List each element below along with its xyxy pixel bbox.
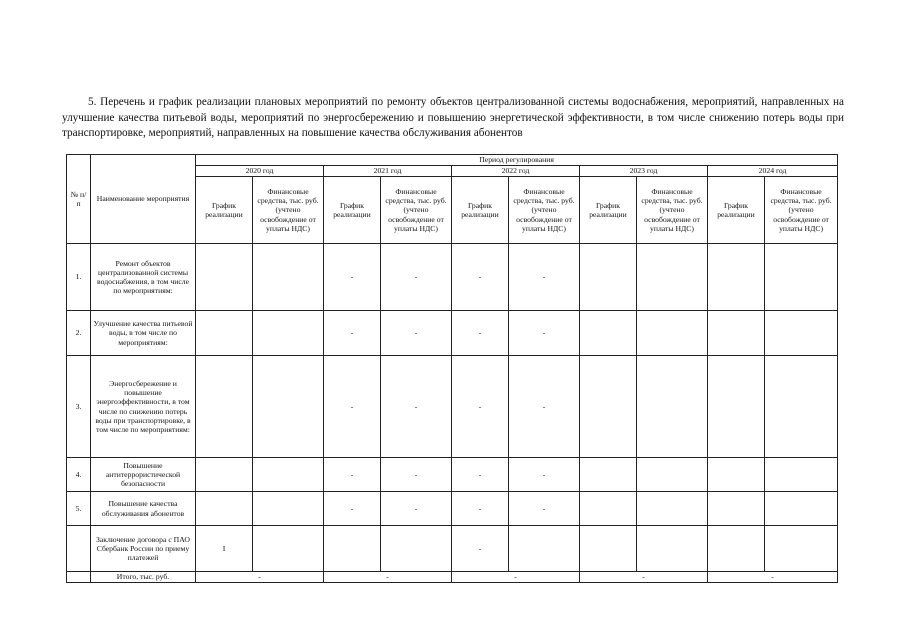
cell-finance-2024 [765,492,838,526]
cell-finance-2021: - [381,244,452,311]
cell-finance-2020 [253,526,324,572]
cell-schedule-2024 [708,492,765,526]
table-row [67,311,838,356]
cell-finance-2023 [637,458,708,492]
header-finance: Финансовые средства, тыс. руб. (учтено освобождение от уплаты НДС) [637,177,708,244]
cell-schedule-2024 [708,458,765,492]
cell-finance-2024 [765,458,838,492]
cell-schedule-2020 [196,458,253,492]
table-row [67,244,838,311]
cell-finance-2024 [765,244,838,311]
heading-text: Перечень и график реализации плановых мероприятий по ремонту объектов централизованной системы водоснабжения, мероприятий, направленных на улучшение качества питьевой воды, мероприятий по энергосбережению и повышению энергетической эффективности, в том числе снижению потерь воды при транспортировке, мероприятий, направленных на повышение качества обслуживания абонентов [62,96,844,140]
header-finance: Финансовые средства, тыс. руб. (учтено освобождение от уплаты НДС) [253,177,324,244]
header-finance: Финансовые средства, тыс. руб. (учтено освобождение от уплаты НДС) [765,177,838,244]
total-row [67,572,838,583]
row-activity-name: Ремонт объектов централизованной системы водоснабжения, в том числе по мероприятиям: [91,244,196,311]
cell-schedule-2023 [580,458,637,492]
total-2021: - [324,572,452,583]
cell-schedule-2022: - [452,311,509,356]
cell-schedule-2023 [580,526,637,572]
header-row-period [67,155,838,166]
cell-schedule-2021: - [324,356,381,458]
total-number [67,572,91,583]
header-year-2021: 2021 год [324,166,452,177]
row-number: 2. [67,311,91,356]
table-row [67,458,838,492]
cell-finance-2023 [637,311,708,356]
row-number: 4. [67,458,91,492]
total-2020: - [196,572,324,583]
row-activity-name: Повышение качества обслуживания абонентов [91,492,196,526]
cell-finance-2020 [253,492,324,526]
cell-schedule-2021: - [324,492,381,526]
cell-schedule-2021 [324,526,381,572]
heading-number: 5. [88,96,97,108]
cell-schedule-2024 [708,311,765,356]
row-activity-name: Улучшение качества питьевой воды, в том числе по мероприятиям: [91,311,196,356]
row-number: 1. [67,244,91,311]
cell-schedule-2020 [196,311,253,356]
header-finance: Финансовые средства, тыс. руб. (учтено освобождение от уплаты НДС) [509,177,580,244]
row-activity-name: Энергосбережение и повышение энергоэффективности, в том числе по снижению потерь воды при транспортировке, в том числе по мероприятиям: [91,356,196,458]
row-number: 5. [67,492,91,526]
cell-finance-2024 [765,526,838,572]
total-2023: - [580,572,708,583]
cell-finance-2024 [765,356,838,458]
cell-schedule-2021: - [324,311,381,356]
header-schedule: График реализации [452,177,509,244]
row-activity-name: Повышение антитеррористической безопасности [91,458,196,492]
cell-finance-2020 [253,458,324,492]
row-activity-name: Заключение договора с ПАО Сбербанк России по приему платежей [91,526,196,572]
cell-finance-2024 [765,311,838,356]
header-activity-name: Наименование мероприятия [91,155,196,244]
cell-schedule-2023 [580,356,637,458]
cell-finance-2020 [253,356,324,458]
cell-schedule-2022: - [452,244,509,311]
header-schedule: График реализации [580,177,637,244]
header-finance: Финансовые средства, тыс. руб. (учтено освобождение от уплаты НДС) [381,177,452,244]
activities-table [66,154,838,583]
cell-schedule-2022: - [452,356,509,458]
cell-finance-2020 [253,244,324,311]
header-year-2022: 2022 год [452,166,580,177]
cell-schedule-2024 [708,244,765,311]
cell-schedule-2023 [580,244,637,311]
cell-schedule-2020 [196,492,253,526]
section-heading [62,95,844,142]
table-row [67,526,838,572]
cell-schedule-2022: - [452,492,509,526]
header-year-2020: 2020 год [196,166,324,177]
cell-finance-2023 [637,526,708,572]
cell-schedule-2020 [196,356,253,458]
table-row [67,492,838,526]
cell-finance-2021: - [381,356,452,458]
header-schedule: График реализации [324,177,381,244]
total-label: Итого, тыс. руб. [91,572,196,583]
header-period: Период регулирования [196,155,838,166]
cell-finance-2023 [637,356,708,458]
cell-finance-2020 [253,311,324,356]
cell-finance-2022: - [509,458,580,492]
cell-finance-2023 [637,492,708,526]
header-no: № п/п [67,155,91,244]
table-row [67,356,838,458]
row-number [67,526,91,572]
cell-finance-2021: - [381,458,452,492]
cell-schedule-2023 [580,311,637,356]
cell-finance-2021: - [381,492,452,526]
total-2024: - [708,572,838,583]
cell-finance-2022: - [509,492,580,526]
header-schedule: График реализации [196,177,253,244]
cell-schedule-2020: I [196,526,253,572]
cell-schedule-2020 [196,244,253,311]
cell-finance-2021 [381,526,452,572]
row-number: 3. [67,356,91,458]
total-2022: - [452,572,580,583]
cell-schedule-2024 [708,526,765,572]
cell-finance-2022: - [509,244,580,311]
cell-finance-2023 [637,244,708,311]
cell-schedule-2022: - [452,526,509,572]
cell-schedule-2021: - [324,458,381,492]
cell-schedule-2024 [708,356,765,458]
cell-finance-2022: - [509,311,580,356]
cell-finance-2022: - [509,356,580,458]
cell-schedule-2021: - [324,244,381,311]
cell-finance-2022 [509,526,580,572]
cell-schedule-2022: - [452,458,509,492]
header-schedule: График реализации [708,177,765,244]
cell-schedule-2023 [580,492,637,526]
header-year-2024: 2024 год [708,166,838,177]
header-year-2023: 2023 год [580,166,708,177]
cell-finance-2021: - [381,311,452,356]
